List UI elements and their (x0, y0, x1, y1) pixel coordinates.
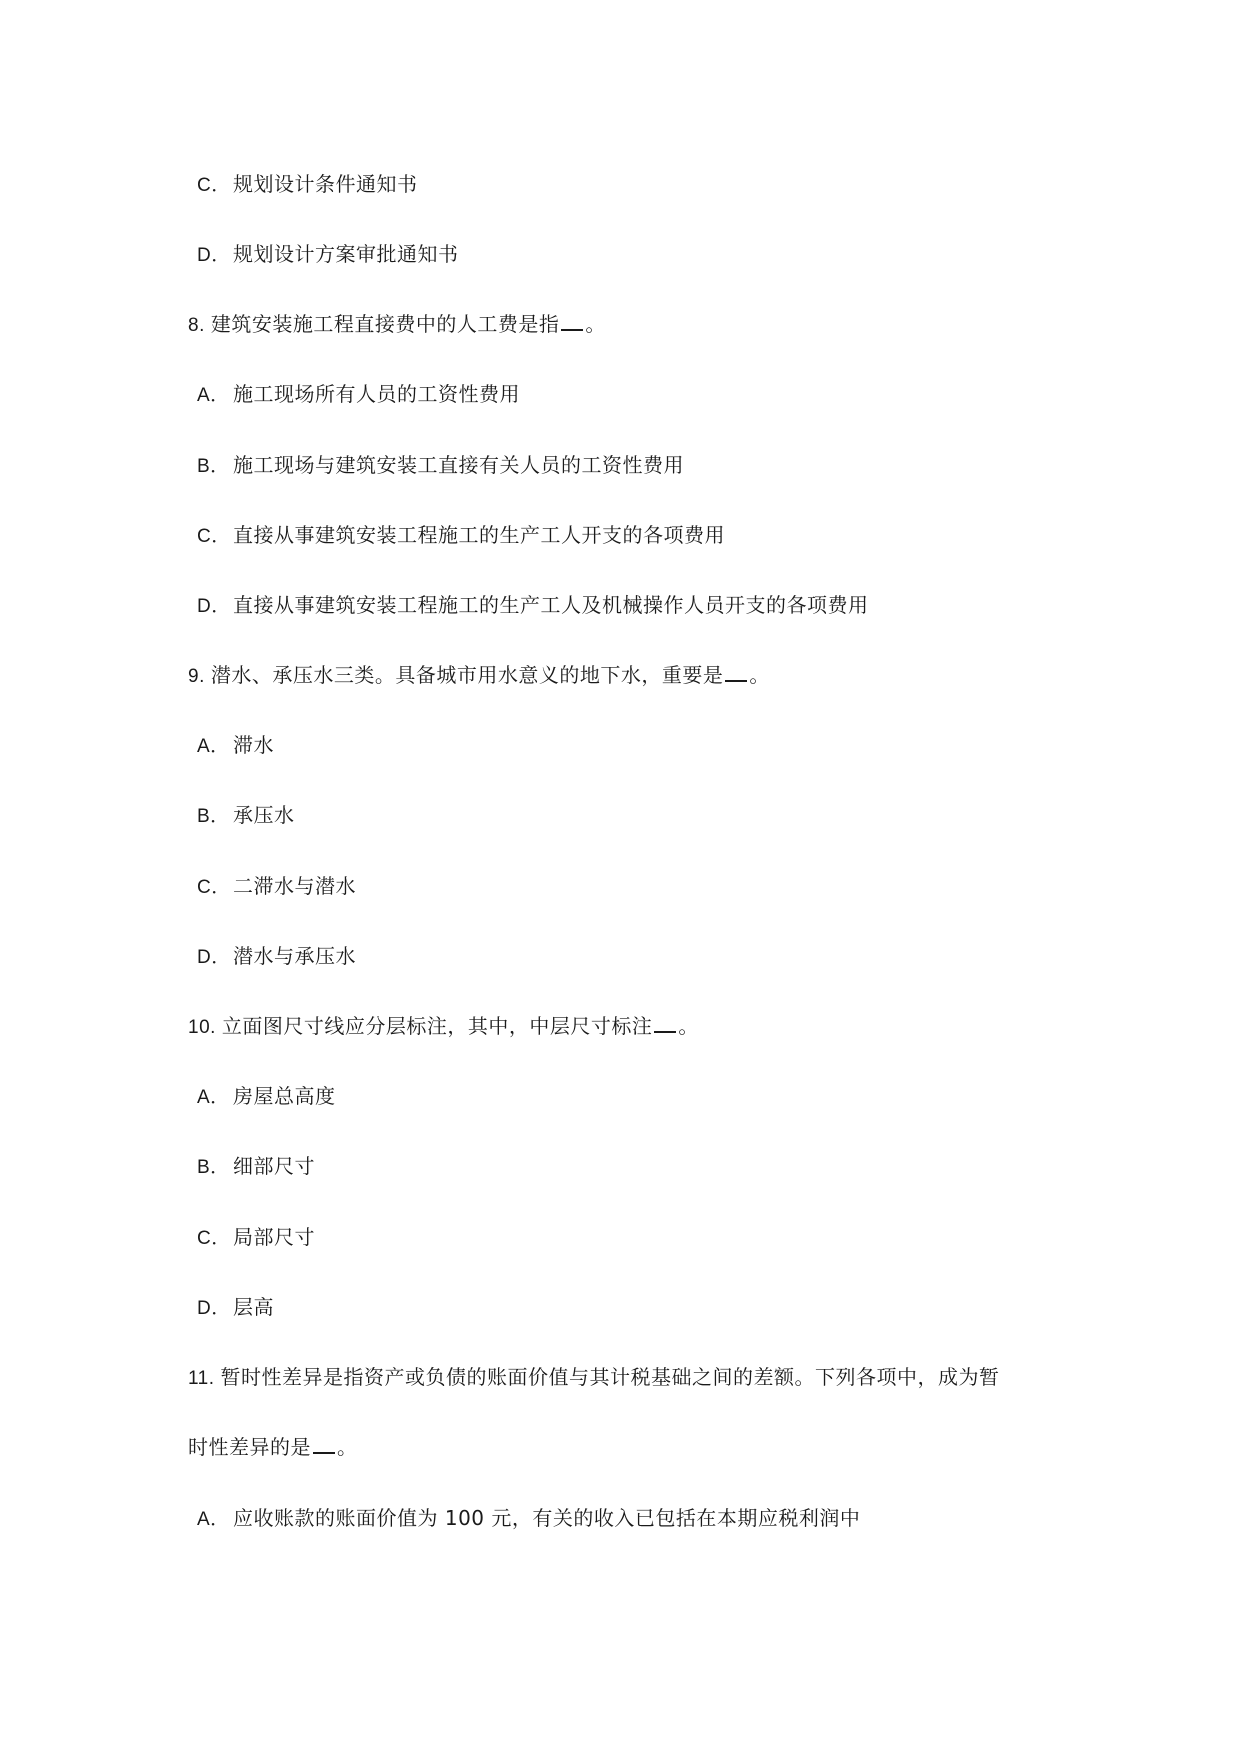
option-text: 潜水与承压水 (233, 944, 356, 968)
option-label: D． (197, 1298, 231, 1319)
question-text: 潜水、承压水三类。具备城市用水意义的地下水，重要是 (210, 663, 724, 687)
question-11 (188, 1363, 1000, 1393)
q10-option-d (197, 1293, 274, 1323)
option-label: B． (197, 1157, 230, 1178)
q9-option-c (197, 872, 356, 902)
option-label: A． (197, 385, 230, 406)
question-number: 10. (188, 1017, 216, 1038)
option-text: 施工现场与建筑安装工直接有关人员的工资性费用 (233, 453, 684, 477)
question-number: 8. (188, 315, 205, 336)
answer-blank (313, 1434, 335, 1454)
answer-blank (654, 1013, 676, 1033)
q7-option-d (197, 240, 459, 270)
option-text: 规划设计方案审批通知书 (233, 242, 459, 266)
option-label: A． (197, 1087, 230, 1108)
option-label: A． (197, 1509, 230, 1530)
option-label: C． (197, 877, 231, 898)
answer-blank (725, 662, 747, 682)
q9-option-b (197, 801, 295, 831)
option-text: 直接从事建筑安装工程施工的生产工人及机械操作人员开支的各项费用 (233, 593, 869, 617)
question-9 (188, 661, 770, 691)
option-label: C． (197, 175, 231, 196)
question-text-end: 。 (678, 1014, 699, 1038)
q7-option-c (197, 170, 418, 200)
q11-option-a (197, 1504, 860, 1534)
question-text: 时性差异的是 (188, 1435, 311, 1459)
q9-option-a (197, 731, 274, 761)
q8-option-a (197, 380, 520, 410)
option-label: C． (197, 1228, 231, 1249)
q10-option-b (197, 1152, 315, 1182)
option-text: 承压水 (233, 803, 295, 827)
question-8 (188, 310, 606, 340)
option-text: 施工现场所有人员的工资性费用 (233, 382, 520, 406)
option-label: A． (197, 736, 230, 757)
question-number: 11. (188, 1368, 215, 1389)
option-text: 局部尺寸 (233, 1225, 315, 1249)
question-11-continuation (188, 1433, 358, 1461)
option-text: 滞水 (233, 733, 274, 757)
option-label: D． (197, 947, 231, 968)
question-text: 建筑安装施工程直接费中的人工费是指 (210, 312, 560, 336)
question-text-end: 。 (337, 1435, 358, 1459)
option-label: D． (197, 245, 231, 266)
q8-option-c (197, 521, 725, 551)
option-label: D． (197, 596, 231, 617)
q8-option-b (197, 451, 684, 481)
q10-option-a (197, 1082, 336, 1112)
question-text: 暂时性差异是指资产或负债的账面价值与其计税基础之间的差额。下列各项中，成为暂 (220, 1365, 1000, 1389)
question-10 (188, 1012, 699, 1042)
option-text: 应收账款的账面价值为 100 元，有关的收入已包括在本期应税利润中 (233, 1506, 861, 1530)
option-text: 房屋总高度 (233, 1084, 336, 1108)
q10-option-c (197, 1223, 315, 1253)
question-text-end: 。 (585, 312, 606, 336)
option-text: 层高 (233, 1295, 274, 1319)
option-label: B． (197, 806, 230, 827)
option-text: 直接从事建筑安装工程施工的生产工人开支的各项费用 (233, 523, 725, 547)
option-label: C． (197, 526, 231, 547)
option-text: 细部尺寸 (233, 1154, 315, 1178)
question-text: 立面图尺寸线应分层标注，其中，中层尺寸标注 (221, 1014, 653, 1038)
option-text: 二滞水与潜水 (233, 874, 356, 898)
option-text: 规划设计条件通知书 (233, 172, 418, 196)
question-number: 9. (188, 666, 205, 687)
q8-option-d (197, 591, 869, 621)
question-text-end: 。 (749, 663, 770, 687)
answer-blank (561, 311, 583, 331)
option-label: B． (197, 456, 230, 477)
q9-option-d (197, 942, 356, 972)
